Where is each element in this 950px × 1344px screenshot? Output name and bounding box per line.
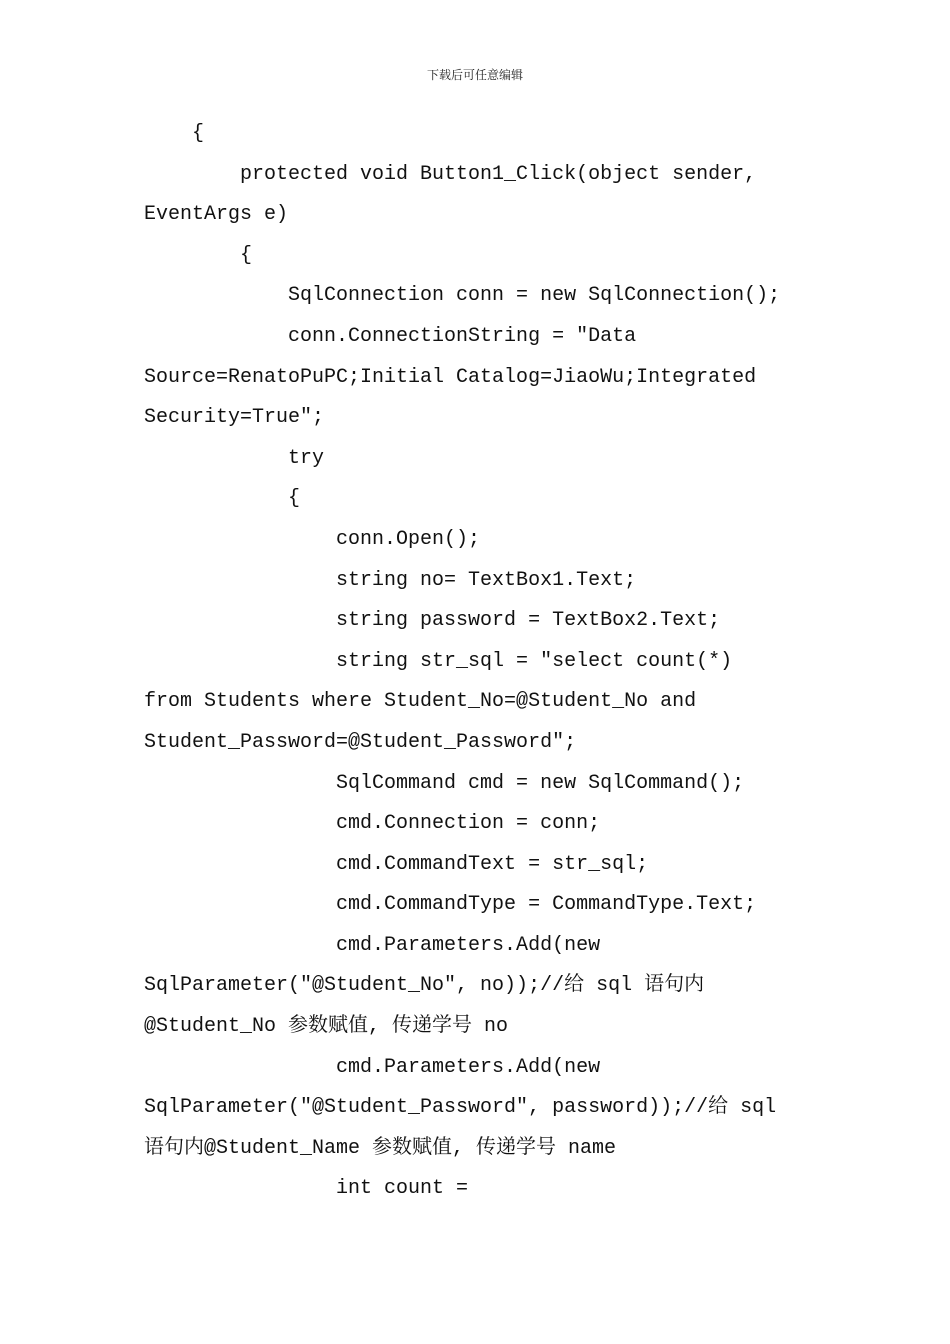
code-line: string password = TextBox2.Text; bbox=[144, 609, 721, 633]
code-line: cmd.CommandType = CommandType.Text; bbox=[144, 893, 757, 917]
code-line: EventArgs e) bbox=[144, 203, 289, 227]
code-line: string str_sql = "select count(*) bbox=[144, 649, 733, 673]
code-line: { bbox=[144, 122, 205, 145]
code-line: Source=RenatoPuPC;Initial Catalog=JiaoWu;Integrated bbox=[144, 365, 757, 389]
code-line: @Student_No 参数赋值, 传递学号 no bbox=[144, 1015, 509, 1039]
code-line: cmd.Connection = conn; bbox=[144, 812, 601, 836]
code-line: conn.Open(); bbox=[144, 527, 481, 551]
code-line: cmd.Parameters.Add(new bbox=[144, 933, 601, 957]
header-note: 下载后可任意编辑 bbox=[426, 68, 523, 82]
code-line: protected void Button1_Click(object sender, bbox=[144, 162, 757, 186]
code-line: try bbox=[144, 446, 325, 470]
code-line: { bbox=[144, 243, 253, 267]
code-line: { bbox=[144, 487, 301, 511]
code-line: int count = bbox=[144, 1177, 469, 1201]
code-line: SqlCommand cmd = new SqlCommand(); bbox=[144, 771, 745, 795]
code-line: string no= TextBox1.Text; bbox=[144, 568, 637, 592]
code-line: cmd.Parameters.Add(new bbox=[144, 1055, 601, 1079]
code-line: conn.ConnectionString = "Data bbox=[144, 324, 637, 348]
code-line: Security=True"; bbox=[144, 406, 325, 430]
code-line: from Students where Student_No=@Student_No and bbox=[144, 690, 697, 714]
code-line: 语句内@Student_Name 参数赋值, 传递学号 name bbox=[144, 1136, 617, 1160]
code-line: SqlParameter("@Student_No", no));//给 sql 语句内 bbox=[144, 974, 705, 998]
code-line: cmd.CommandText = str_sql; bbox=[144, 852, 649, 876]
code-line: Student_Password=@Student_Password"; bbox=[144, 730, 577, 754]
code-line: SqlConnection conn = new SqlConnection(); bbox=[144, 284, 781, 308]
code-line: SqlParameter("@Student_Password", password));//给 sql bbox=[144, 1096, 777, 1120]
code-block bbox=[144, 114, 784, 1210]
